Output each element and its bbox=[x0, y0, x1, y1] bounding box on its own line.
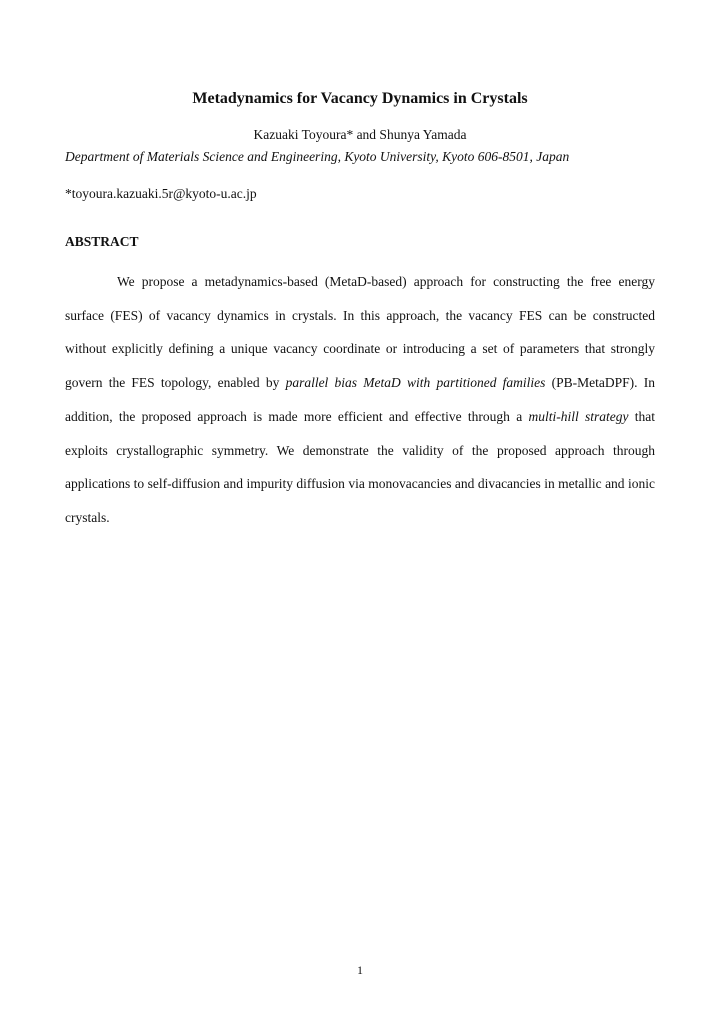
page-number: 1 bbox=[357, 963, 363, 977]
abstract-emphasis-pb-metadpf: parallel bias MetaD with partitioned families bbox=[285, 375, 546, 391]
paper-title: Metadynamics for Vacancy Dynamics in Crystals bbox=[192, 90, 528, 107]
author-affiliation: Department of Materials Science and Engineering, Kyoto University, Kyoto 606-8501, Japan bbox=[65, 149, 570, 164]
corresponding-email: *toyoura.kazuaki.5r@kyoto-u.ac.jp bbox=[65, 186, 257, 201]
abstract-emphasis-multi-hill: multi-hill strategy bbox=[528, 408, 629, 424]
abstract-text-segment: We propose a metadynamics-based (MetaD-based) approach for constructing the free energy surface (FES) of vacancy dynamics in crystals. In this approach, the vacancy FES can be constructed without explicitly defining a unique vacancy coordinate or introducing a set of parameters that strongly govern the FES topology, enabled by bbox=[65, 274, 655, 391]
abstract-heading: ABSTRACT bbox=[65, 234, 139, 249]
abstract-text-segment: that exploits crystallographic symmetry. We demonstrate the validity of the proposed approach through applications to self-diffusion and impurity diffusion via monovacancies and divacancies in metallic and ionic crystals. bbox=[65, 408, 655, 525]
author-list: Kazuaki Toyoura* and Shunya Yamada bbox=[253, 127, 467, 142]
abstract-text-segment: (PB-MetaDPF). In addition, the proposed approach is made more efficient and effective through a bbox=[65, 375, 655, 424]
abstract-paragraph bbox=[65, 265, 655, 535]
